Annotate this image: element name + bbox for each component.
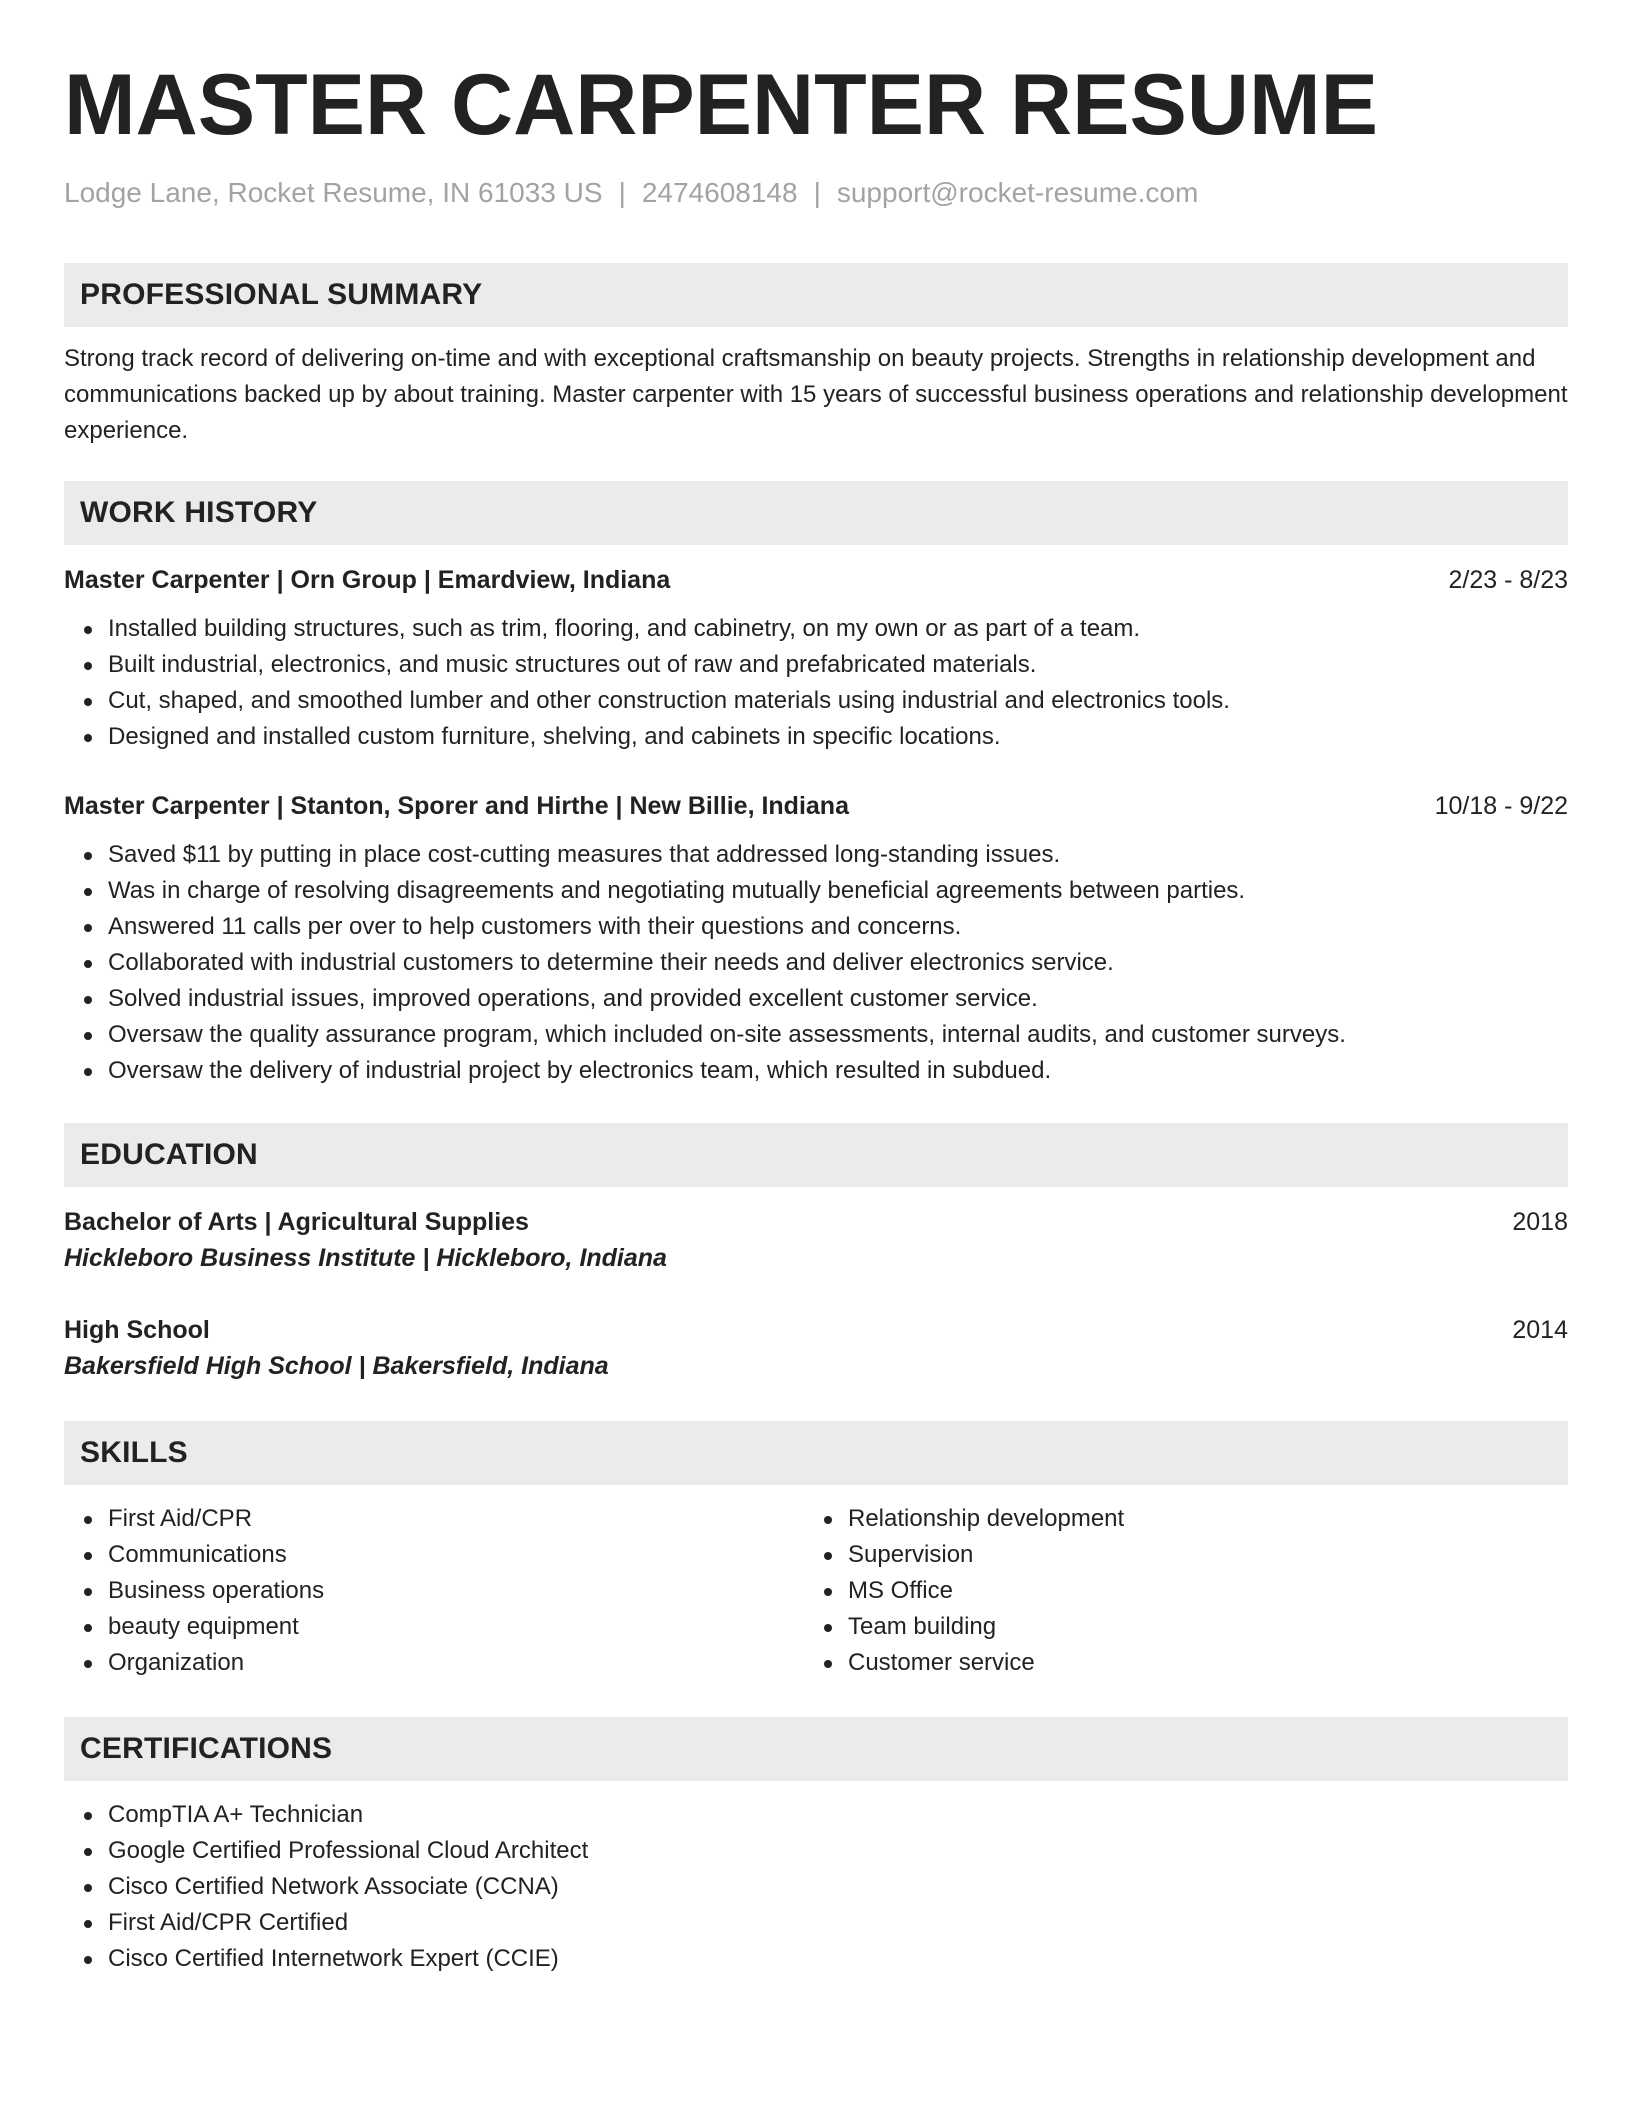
education-degree: High School [64,1316,210,1344]
contact-separator: | [813,177,821,208]
education-school: Hickleboro Business Institute | Hickleboro, Indiana [64,1244,667,1272]
education-year: 2014 [1512,1316,1568,1344]
skill-item: Organization [108,1645,804,1681]
job-bullet: Was in charge of resolving disagreements and negotiating mutually beneficial agreements between parties. [108,873,1568,909]
job-header [64,563,1568,597]
education-school: Bakersfield High School | Bakersfield, Indiana [64,1352,609,1380]
education-header [64,1313,1568,1347]
skill-item: Customer service [848,1645,1504,1681]
certification-item: Cisco Certified Internetwork Expert (CCIE) [108,1941,1568,1977]
contact-email: support@rocket-resume.com [836,177,1199,208]
skill-item: First Aid/CPR [108,1501,804,1537]
job-bullet: Answered 11 calls per over to help customers with their questions and concerns. [108,909,1568,945]
skill-item: Supervision [848,1537,1504,1573]
job-bullet-list [64,611,1568,755]
skill-item: Team building [848,1609,1504,1645]
job-bullet: Installed building structures, such as trim, flooring, and cabinetry, on my own or as part of a team. [108,611,1568,647]
section-heading-work-history: WORK HISTORY [64,481,1568,545]
skills-list [804,1501,1504,1681]
education-header [64,1205,1568,1239]
skill-item: Relationship development [848,1501,1504,1537]
job-dates: 10/18 - 9/22 [1434,792,1568,820]
section-heading-summary: PROFESSIONAL SUMMARY [64,263,1568,327]
job-dates: 2/23 - 8/23 [1448,566,1568,594]
contact-phone: 2474608148 [641,177,798,208]
certifications-list [64,1797,1568,1977]
job-bullet: Solved industrial issues, improved operations, and provided excellent customer service. [108,981,1568,1017]
contact-address: Lodge Lane, Rocket Resume, IN 61033 US [64,177,603,208]
job-bullet: Collaborated with industrial customers to determine their needs and deliver electronics service. [108,945,1568,981]
job-title: Master Carpenter | Orn Group | Emardview, Indiana [64,566,671,594]
skills-column-left [64,1501,804,1681]
job-entry [64,789,1568,1089]
education-entry [64,1205,1568,1277]
skills-list [64,1501,804,1681]
skills-columns [64,1501,1568,1681]
contact-separator: | [618,177,626,208]
skill-item: beauty equipment [108,1609,804,1645]
summary-text: Strong track record of delivering on-time and with exceptional craftsmanship on beauty projects. Strengths in relationship development and communications backed up by about training. Master carpenter with 15 years of successful business operations and relationship development experience. [64,345,1568,444]
job-bullet: Oversaw the quality assurance program, which included on-site assessments, internal audits, and customer surveys. [108,1017,1568,1053]
section-heading-education: EDUCATION [64,1123,1568,1187]
skill-item: Communications [108,1537,804,1573]
section-heading-skills: SKILLS [64,1421,1568,1485]
job-title: Master Carpenter | Stanton, Sporer and Hirthe | New Billie, Indiana [64,792,849,820]
education-degree: Bachelor of Arts | Agricultural Supplies [64,1208,529,1236]
job-bullet: Designed and installed custom furniture, shelving, and cabinets in specific locations. [108,719,1568,755]
job-bullet: Saved $11 by putting in place cost-cutting measures that addressed long-standing issues. [108,837,1568,873]
education-entry [64,1313,1568,1385]
job-bullet: Built industrial, electronics, and music structures out of raw and prefabricated materials. [108,647,1568,683]
job-entry [64,563,1568,755]
job-header [64,789,1568,823]
job-bullet-list [64,837,1568,1089]
job-bullet: Cut, shaped, and smoothed lumber and other construction materials using industrial and electronics tools. [108,683,1568,719]
skills-column-right [804,1501,1504,1681]
contact-line [64,175,1568,211]
job-bullet: Oversaw the delivery of industrial project by electronics team, which resulted in subdued. [108,1053,1568,1089]
certification-item: CompTIA A+ Technician [108,1797,1568,1833]
section-heading-certifications: CERTIFICATIONS [64,1717,1568,1781]
certification-item: Google Certified Professional Cloud Architect [108,1833,1568,1869]
certification-item: Cisco Certified Network Associate (CCNA) [108,1869,1568,1905]
education-year: 2018 [1512,1208,1568,1236]
resume-title: MASTER CARPENTER RESUME [64,57,1378,153]
certification-item: First Aid/CPR Certified [108,1905,1568,1941]
skill-item: Business operations [108,1573,804,1609]
skill-item: MS Office [848,1573,1504,1609]
